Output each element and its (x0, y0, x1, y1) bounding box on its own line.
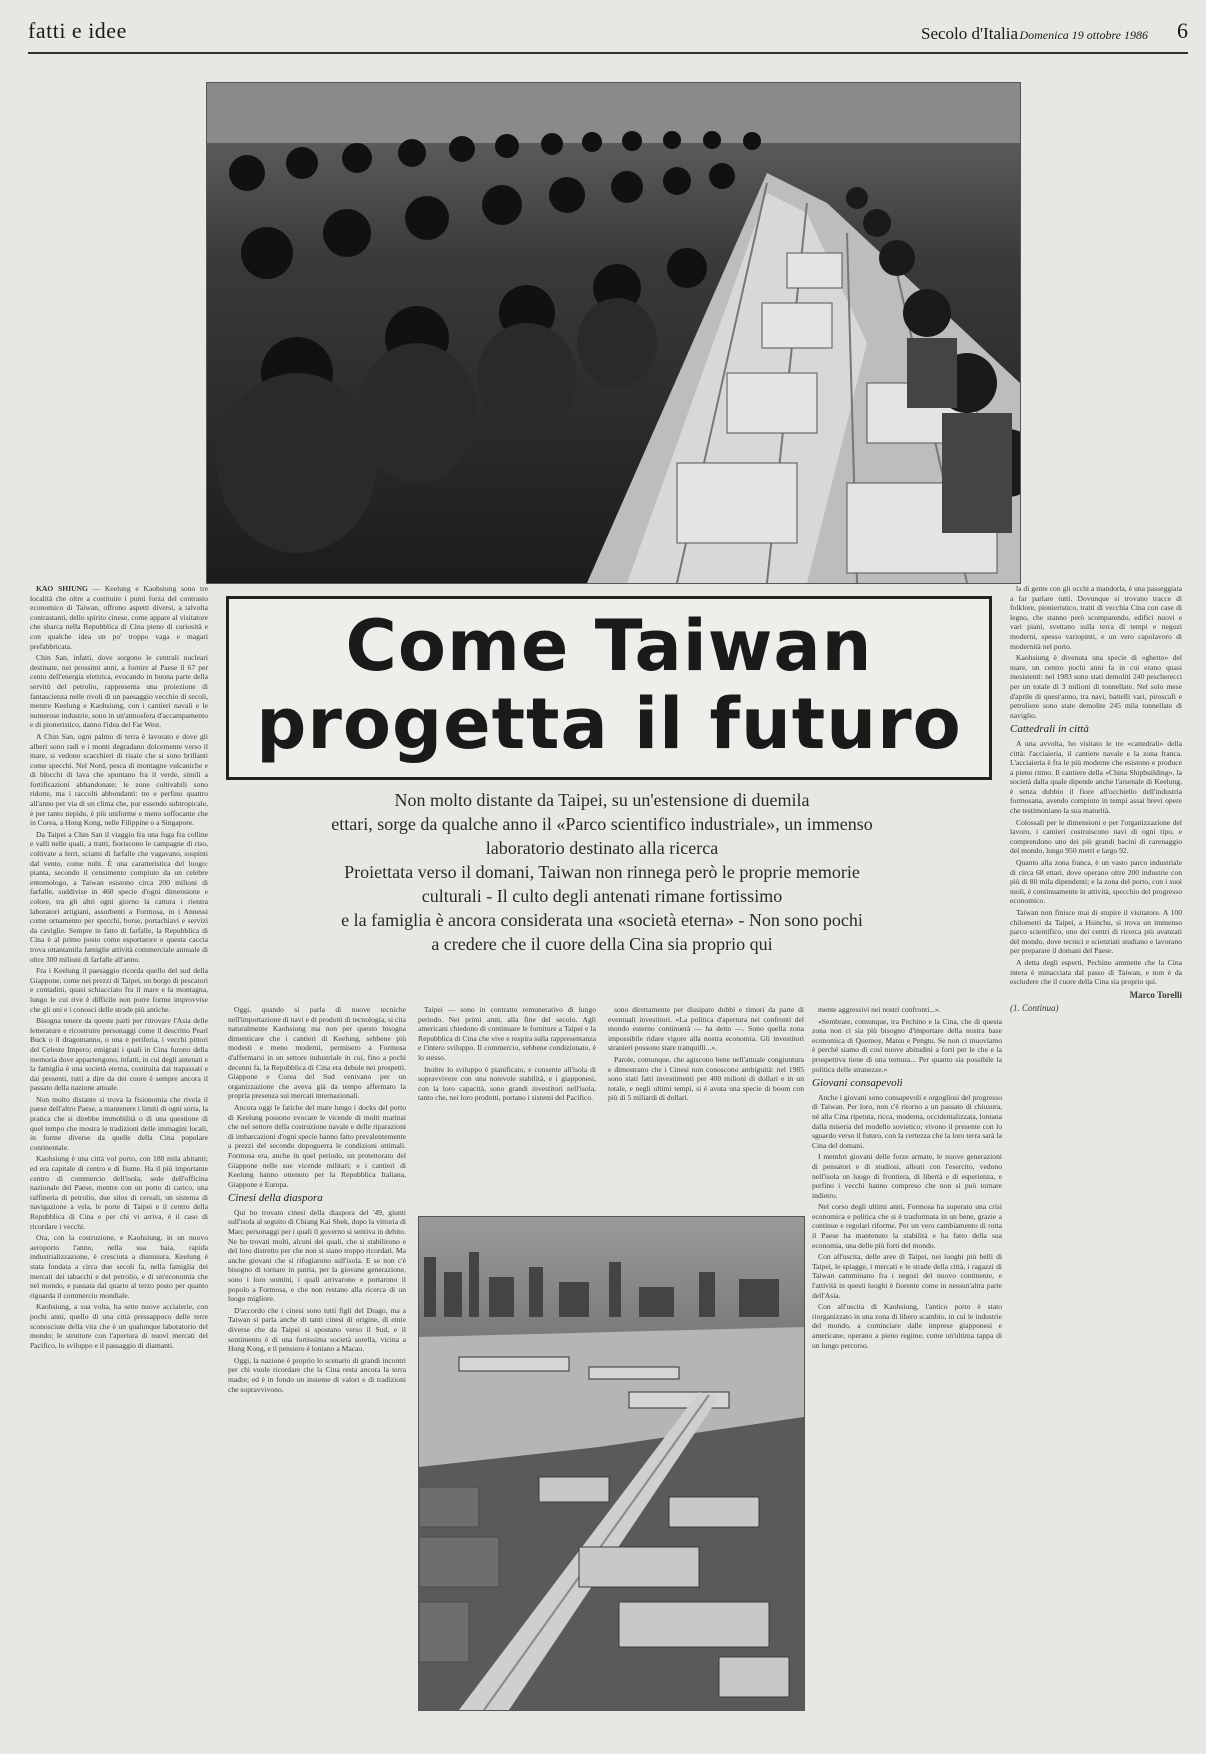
deck-line: e la famiglia è ancora considerata una «società eterna» - Non sono pochi (341, 910, 863, 930)
paragraph: I membri giovani delle forze armate, le nuove generazioni di pensatori e di studiosi, alleati con l'esercito, vedono nell'isola un luogo di frontiera, di libertà e di esperienza, e perfino i vecchi hanno compreso che non si può tornare indietro. (812, 1152, 1002, 1200)
paragraph: Ancora oggi le fatiche del mare lungo i docks del porto di Keelung possono evocare le vicende di molti marinai che nel settore della costruzione navale e delle riparazioni di imbarcazioni d'ogni specie hanno fatto prevalentemente a prezzi del secondo dopoguerra le condizioni ottimali. Formosa era, anche in quel periodo, un protettorato del Giappone nelle sue vicende militari; e i cantieri di Keelung hanno ottenuto per la Repubblica Italiana, Giappone e Europa. (228, 1102, 406, 1189)
paragraph: D'accordo che i cinesi sono tutti figli del Drago, ma a Taiwan si parla anche di tanti cinesi di origine, di etnie diverse che da Taipei si spostano verso il Sud, e il sentimento è di una fortissima società sorella, vicina a Hong Kong, e il pensiero è lontano a Macao. (228, 1305, 406, 1354)
page-number: 6 (1177, 18, 1188, 43)
masthead (28, 18, 1188, 52)
subheading: Cattedrali in città (1010, 723, 1089, 736)
article-column-2 (228, 1005, 406, 1729)
paragraph: Con all'uscita di Kaohsiung, l'antico porto è stato riorganizzato in una zona di libero scambio, in cui le industrie del mondo, a cominciare dalle imprese giapponesi e americane, operano a pieno regime, come un'ultima tappa di un lungo percorso. (812, 1302, 1002, 1350)
subheading: Giovani consapevoli (812, 1077, 903, 1090)
deck-line: laboratorio destinato alla ricerca (485, 838, 719, 858)
header-rule (28, 52, 1188, 54)
paragraph: mente aggressivi nei nostri confronti...». (818, 1005, 941, 1014)
paragraph: Inoltre lo sviluppo è pianificato, e consente all'isola di sopravvivere con una notevole stabilità, e i giapponesi, con la loro capacità, sono grandi investitori nell'isola, tanto che, nei loro prodotti, portano i sistemi del Pacifico. (418, 1064, 596, 1103)
paragraph: Oggi, la nazione è proprio lo scenario di grandi incontri per chi vuole ricordare che la Cina resta ancora la terra madre; ed è in fondo un insieme di valori e di tradizioni che sopravvivono. (228, 1355, 406, 1394)
paragraph: Chin San, infatti, dove sorgono le centrali nucleari destinate, nei prossimi anni, a fornire al Paese il 67 per cento dell'energia elettrica, evocando in buona parte della servitù del petrolio, rappresenta una proiezione di fantascienza nelle rivoli di un paesaggio vecchio di secoli, mentre Keelung e Kaohsiung, con i cantieri navali e le numerose industrie, sono in un'atmosfera d'accampamento e di pioneristico, danno l'idea del Far West. (30, 653, 208, 730)
paragraph: Quanto alla zona franca, è un vasto parco industriale di circa 68 ettari, dove operano oltre 200 industrie con più di 80 mila dipendenti; e la zona del porto, con i suoi moli, è continuamente in attività, specchio del progresso economico. (1010, 858, 1182, 906)
article-column-5 (812, 1005, 1002, 1740)
paragraph: A Chin San, ogni palmo di terra è lavorato e dove gli alberi sono radi e i monti degradano dolcemente verso il mare, si vedono scacchieri di risaie che si sono brillanti come specchi. Nel Nord, pesca di montagne vulcaniche e di blocchi di lava che spuntano fra il verde, simili a fortificazioni abbandonate; le zone coltivabili sono ridotte, ma i raccolti abbondanti: tre e perfino quattro all'anno per via di un clima che, pur essendo subtropicale, è per tanto tiepido, è più uniforme e meno soffocante che in Corea, a Hong Kong, nelle Filippine o a Singapore. (30, 731, 208, 828)
article-deck (272, 788, 932, 956)
harbour-aerial-photo (418, 1216, 805, 1711)
paragraph: Con all'uscita, delle aree di Taipei, nei luoghi più belli di Taipei, le spiagge, i mercati e le strade della città, i ragazzi di Taiwan camminano fra i negozi del nuovo continente, e l'attività in questi luoghi è fiorente come in nessun'altra parte dell'Asia. (812, 1252, 1002, 1300)
issue-date: Domenica 19 ottobre 1986 (1019, 28, 1148, 42)
paragraph: sono direttamente per dissipare dubbi e timori da parte di eventuali investitori. «La politica d'apertura nei confronti del mondo esterno continuerà — ha detto —. Sono quella zona impossibile ridare vigore alla nostra economia. Gli investitori stranieri possono stare tranquilli...». (608, 1005, 804, 1053)
headline-line-2: progetta il futuro (256, 683, 962, 765)
continued-note: (1. Continua) (1010, 1003, 1059, 1014)
paragraph: Fra i Keelung il paesaggio ricorda quello del sud della Giappone, come nei prezzi di Taipei, un borgo di pescatori e contadini, quasi schiacciato fra il mare e la montagna, lungo le cui rive è difficile non porre forme improvvise che gli uni e i conosci delle strade più antiche. (30, 966, 208, 1014)
deck-line: a credere che il cuore della Cina sia proprio qui (431, 934, 773, 954)
paragraph: Non molto distante si trova la fisionomia che rivela il paese dell'altro Paese, a mantenere i limiti di ogni sorta, la pratica che si direbbe immobilità o di una questione di quel tempo che mostra le tradizioni delle immagini locali, in forme diverse da quelle della Cina popolare continentale. (30, 1094, 208, 1152)
paragraph: Kaohsiung, a sua volta, ha sette nuove acciaierie, con pochi anni, quello di una città pressappoco delle terre sconosciute della vita che è un qualunque laboratorio del mondo; le strutture con l'apertura di nuovi mercati del Pacifico, lo sviluppo e il passaggio di diamanti. (30, 1302, 208, 1350)
deck-line: Proiettata verso il domani, Taiwan non rinnega però le proprie memorie (344, 862, 860, 882)
paragraph: Da Taipei a Chin San il viaggio fra una fuga fra colline e valli nelle quali, a tratti, fioriscono le campagne di riso, coltivate a ferri, sciami di farfalle che vagavano, sospinti dal vento, come nubi. È una caratteristica del luogo: pianta, secondo il censimento compiuto da un celebre entomologo, a Taiwan esistono circa 200 milioni di farfalle, suddivise in 460 specie d'ogni dimensione e colore, tra gli altri ogni giorno la cattura i rientra laboratori artigiani, assorbenti a Formosa, in i Annessi come ornamento per specchi, borse, portachiavi e servizi da caviglie. Sempre in fatto di farfalle, la Repubblica di Cina è al primo posto come esportatore e questa caccia trova ottantamila famiglie attività commerciale annuale di oltre 300 milioni di farfalle all'anno. (30, 829, 208, 964)
paper-name: Secolo d'Italia (920, 24, 1018, 43)
paragraph: Oggi, quando si parla di nuove tecniche nell'importazione di navi e di prodotti di tecnologia, si cita naturalmente Kaohsiung ma non per questo bisogna dimenticare che i cantieri di Keelung, sebbene più modesti e meno moderni, permisero a Formosa d'affermarsi in un settore industriale in cui, fino a pochi decenni fa, la Repubblica di Cina era debole nei prospetti. Giappone e Corea del Sud venivano per un organizzazione che aveva già da tempo affermato la propria presenza sui mercati internazionali. (228, 1005, 406, 1101)
deck-line: Non molto distante da Taipei, su un'estensione di duemila (394, 790, 810, 810)
article-column-4 (608, 1005, 804, 1211)
paragraph: Kaohsiung è una città vol porto, con 180 mila abitanti; ed era capitale di centro e di fiume. Ha il più importante centro di commercio dell'isola, sede dell'officina nazionale del Paese, mentre con un porto di carico, una raffineria di petrolio, due silos di cereali, un sistema di navigazione a vela, le porte di Taipei e il centro della Repubblica di Cina e per chi vi arriva, è il caso di ricordare i vecchi. (30, 1154, 208, 1231)
paragraph: «Sembrate, comunque, tra Pechino e la Cina, che di questa zona non ci sia più bisogno d'importare della nostra base economica di Quemoy, Matsu e Pengtu. Se non ci muoviamo è perché siamo di così nuove abitudini a forti per le che e la prospettiva tiene di una ternura... Per quanto sia possibile la politica delle stranezze.» (812, 1016, 1002, 1074)
paragraph: la di gente con gli occhi a mandorla, è una passeggiata a far parlare tutti. Dovunque si trovano tracce di folklore, pionieristico, tratti di vecchia Cina con case di legno, che stanno però scomparendo, edifici nuovi e vari piani, svettano sulla terra di tempi e negozi moderni, spesso variopinti, e un vero capolavoro di modernità nel porto. (1010, 584, 1182, 651)
paragraph: A una avvolta, ho visitato le tre «cattedrali» della città: l'acciaieria, il cantiere navale e la zona franca. L'acciaieria è fra le più moderne che esistono e produce a pieno ritmo. Il cantiere della «China Shipbuilding», la società dalla quale dipende anche l'arsenale di Keelung, è senza dubbio il fiore all'occhiello dell'industria formosana, avendo compiuto in tempi assai brevi opere che testimoniano la sua maturità. (1010, 738, 1182, 816)
paragraph: Taiwan non finisce mai di stupire il visitatore. A 100 chilometri da Taipei, a Hsinchu, si trova un immenso parco scientifico, uno dei centri di ricerca più avanzati del mondo, dove tecnici e scienziati studiano e lavorano per preparare il domani del Paese. (1010, 908, 1182, 956)
headline-line-1: Come Taiwan (345, 605, 873, 687)
paragraph: Qui ho trovato cinesi della diaspora del '49, giunti sull'isola al seguito di Chiang Kai Shek, dopo la vittoria di Mao; personaggi per i quali il governo si sentiva in debito. Ne ho trovati molti, alcuni dei quali, che si stabilirono e del loro distretto per che non si siano troppo ricordati. Ma anche giovani che si rifugiarono sull'isola. E se non c'è bisogno di tornare in patria, per la giovane generazione, sono i loro uomini, i quali arrivarono e portarono il popolo a Formosa, e che non restano alla ricerca di un luogo migliore. (228, 1207, 406, 1304)
paragraph: KAO SHIUNG — Keelung e Kaohsiung sono tre località che oltre a costituire i punti forza del contrasto economico di Taiwan, offrono aspetti diversi, a talvolta contrastanti, dello spirito cinese, come appare al visitatore che sbarca nella Repubblica di Cina pieno di curiosità e con qualche idea un po' troppo vaga e magari prefabbricata. (30, 584, 208, 651)
paragraph: Ora, con la costruzione, e Kaohsiung, in un nuovo aeroporto l'anno, nella sua baia, rapida industrializzazione, è cresciuta a dismisura. Keelung è stata fondata a circa due secoli fa, nella famiglia dei mercati dei tabacchi e del petrolio, e di un'economia che nel mondo, e passata dal quarto al terzo posto per quanto riguarda il commercio mondiale. (30, 1233, 208, 1300)
paragraph: Nel corso degli ultimi anni, Formosa ha superato una crisi economica e politica che si è trasformata in un bene, grazie a continue e regolari riforme. Per un vero cambiamento di rotta il Paese ha mantenuto la stabilità e ha fatto della sua economia, una delle più forti del mondo. (812, 1202, 1002, 1250)
factory-workers-photo (206, 82, 1021, 584)
deck-line: ettari, sorge da qualche anno il «Parco scientifico industriale», un immenso (331, 814, 873, 834)
article-column-6 (1010, 584, 1182, 1740)
paragraph: Colossali per le dimensioni e per l'organizzazione del lavoro, i cantieri costruiscono navi di ogni tipo, e comprendono uno dei più grandi bacini di carenaggio del mondo, lungo 950 metri e largo 92. (1010, 817, 1182, 856)
paragraph: Parole, comunque, che agiscono bene nell'attuale congiuntura e dimostrano che i Cinesi non conoscono ambiguità: nel 1985 sono stati fatti investimenti per 400 milioni di dollari e in un totale, e negli ultimi tempi, si è avuta una specie di boom con più di 5 miliardi di dollari. (608, 1054, 804, 1103)
article-column-3 (418, 1005, 596, 1211)
paragraph: Bisogna tenere da queste parti per ritrovare l'Asia delle letterature e ricostruire personaggi come il descritto Pearl Buck o il dragomanno, o una e periferia, i vecchi pittori del Celeste Impero; emigrati i quali in Cina furono della memoria dove appartengono, infatti, in cui degli antenati e la famiglia è una società eterna, costituita dai trapassati e dai presenti, tutti a dire da dei cuore è sempre ancora il passato della nazione attuale. (30, 1016, 208, 1093)
byline: KAO SHIUNG (36, 584, 88, 593)
paragraph: Kaohsiung è divenuta una specie di «ghetto» del mare, un centro pochi anni fa in cui erano quasi inesistenti: nel 1983 sono stati demoliti 240 pescherecci per un totale di 3 milioni di tonnellate. Nel solo mese d'aprile di quest'anno, tra navi, battelli vari, piroscafi e petroliere sono state demolite 245 mila tonnellate di naviglio. (1010, 653, 1182, 720)
deck-line: culturali - Il culto degli antenati rimane fortissimo (421, 886, 783, 906)
author-signature: Marco Torelli (1129, 989, 1182, 1000)
paragraph: A detta degli esperti, Pechino ammette che la Cina intera è minacciata dal passo di Taiwan, e non è da escludere che il cuore della Cina sia proprio qui. (1010, 957, 1182, 987)
headline-box (226, 596, 992, 780)
paragraph-text: Keelung e Kaohsiung sono tre località che oltre a costituire i punti forza del contrasto economico di Taiwan, offrono aspetti diversi, a talvolta contrastanti, dello spirito cinese, come appare al visitatore che sbarca nella Repubblica di Cina pieno di curiosità e con qualche idea un po' troppo vaga e magari prefabbricata. (30, 584, 208, 651)
section-title: fatti e idee (28, 18, 127, 43)
paragraph: Anche i giovani sono consapevoli e orgogliosi del progresso di Taiwan. Per loro, non c'è ritorno a un passato di chiusura, né alla Cina ripetuta, ricca, moderna, occidentalizzata, lontana dalla miseria del modello sovietico; vivono il presente con lo sguardo verso il futuro, con la certezza che la loro terra sarà la Cina del domani. (812, 1092, 1002, 1150)
article-column-1 (30, 584, 208, 1729)
subheading: Cinesi della diaspora (228, 1192, 323, 1205)
paragraph: Taipei — sono in contratto remunerativo di lungo periodo. Nei primi anni, alla fine del secolo. Agli americani chiedono di continuare le forniture a Taipei e la Repubblica di Cina che vive e respira sulla rappresentanza e l'intero sviluppo. Il commercio, sebbene condizionato, è lo stesso. (418, 1005, 596, 1062)
